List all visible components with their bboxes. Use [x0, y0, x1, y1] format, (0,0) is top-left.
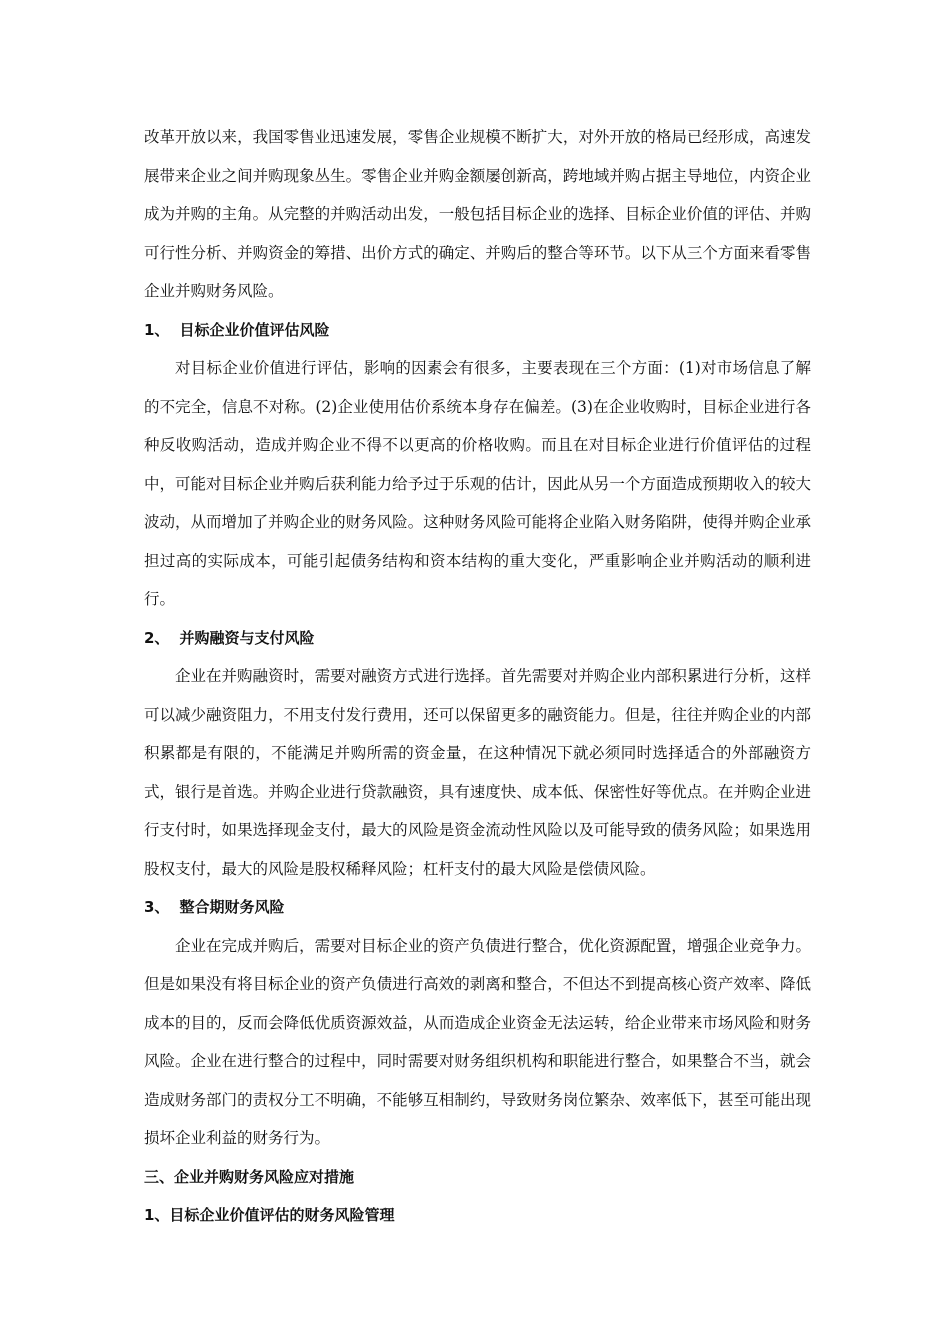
section-2-title: 并购融资与支付风险	[179, 628, 315, 647]
section-1-paragraph: 对目标企业价值进行评估，影响的因素会有很多，主要表现在三个方面：(1)对市场信息了解的不完全，信息不对称。(2)企业使用估价系统本身存在偏差。(3)在企业收购时，目标企业进行各种反收购活动，造成并购企业不得不以更高的价格收购。而且在对目标企业进行价值评估的过程中，可能对目标企业并购后获利能力给予过于乐观的估计，因此从另一个方面造成预期收入的较大波动，从而增加了并购企业的财务风险。这种财务风险可能将企业陷入财务陷阱，使得并购企业承担过高的实际成本，可能引起债务结构和资本结构的重大变化，严重影响企业并购活动的顺利进行。	[144, 359, 811, 608]
section-1-heading	[144, 311, 811, 350]
section-1-title: 目标企业价值评估风险	[179, 320, 330, 339]
part-3-subheading-1: 1、目标企业价值评估的财务风险管理	[144, 1206, 395, 1224]
section-3-number: 3、	[144, 898, 170, 916]
document-body	[144, 118, 811, 1235]
section-3-paragraph: 企业在完成并购后，需要对目标企业的资产负债进行整合，优化资源配置，增强企业竞争力。但是如果没有将目标企业的资产负债进行高效的剥离和整合，不但达不到提高核心资产效率、降低成本的目的，反而会降低优质资源效益，从而造成企业资金无法运转，给企业带来市场风险和财务风险。企业在进行整合的过程中，同时需要对财务组织机构和职能进行整合，如果整合不当，就会造成财务部门的责权分工不明确，不能够互相制约，导致财务岗位繁杂、效率低下，甚至可能出现损坏企业利益的财务行为。	[144, 936, 811, 1147]
intro-paragraph: 改革开放以来，我国零售业迅速发展，零售企业规模不断扩大，对外开放的格局已经形成，高速发展带来企业之间并购现象丛生。零售企业并购金额屡创新高，跨地域并购占据主导地位，内资企业成为并购的主角。从完整的并购活动出发，一般包括目标企业的选择、目标企业价值的评估、并购可行性分析、并购资金的筹措、出价方式的确定、并购后的整合等环节。以下从三个方面来看零售企业并购财务风险。	[144, 128, 811, 300]
section-2-heading	[144, 619, 811, 658]
part-3-heading: 三、企业并购财务风险应对措施	[144, 1167, 355, 1186]
section-1-number: 1、	[144, 320, 170, 339]
section-3-heading	[144, 888, 811, 927]
section-2-number: 2、	[144, 628, 170, 647]
section-3-title: 整合期财务风险	[179, 898, 285, 916]
section-2-paragraph: 企业在并购融资时，需要对融资方式进行选择。首先需要对并购企业内部积累进行分析，这样可以减少融资阻力，不用支付发行费用，还可以保留更多的融资能力。但是，往往并购企业的内部积累都是有限的，不能满足并购所需的资金量，在这种情况下就必须同时选择适合的外部融资方式，银行是首选。并购企业进行贷款融资，具有速度快、成本低、保密性好等优点。在并购企业进行支付时，如果选择现金支付，最大的风险是资金流动性风险以及可能导致的债务风险；如果选用股权支付，最大的风险是股权稀释风险；杠杆支付的最大风险是偿债风险。	[144, 667, 811, 878]
